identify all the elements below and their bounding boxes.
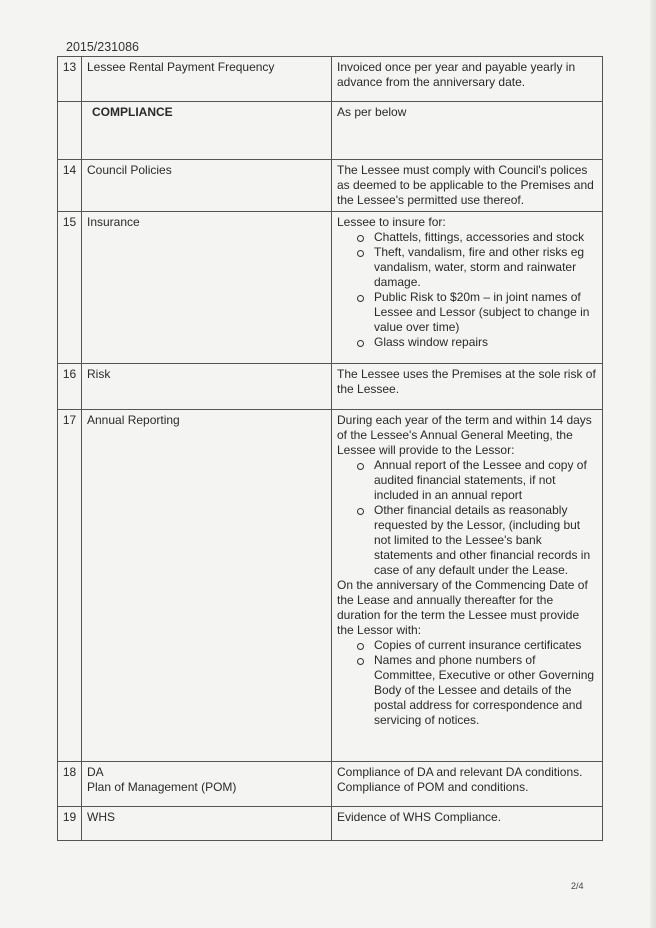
list-item [357, 458, 597, 503]
row-item [82, 160, 332, 212]
table-row [58, 762, 603, 807]
bullet-list [337, 230, 597, 350]
row-description-text: On the anniversary of the Commencing Date of the Lease and annually thereafter for the duration for the term the Lessee must provide the Lessor with: [337, 578, 588, 637]
row-description [332, 364, 603, 410]
list-item-text: Public Risk to $20m – in joint names of Lessee and Lessor (subject to change in value over time) [374, 290, 590, 334]
list-item [357, 230, 597, 245]
row-number: 16 [58, 364, 82, 410]
circle-bullet-icon [357, 508, 364, 515]
lease-terms-table [57, 56, 603, 841]
row-item [82, 807, 332, 841]
table-row [58, 212, 603, 364]
row-description [332, 160, 603, 212]
row-description-text: The Lessee must comply with Council's polices as deemed to be applicable to the Premises and the Lessee's permitted use thereof. [337, 163, 594, 207]
list-item [357, 653, 597, 728]
list-item-text: Annual report of the Lessee and copy of audited financial statements, if not included in an annual report [374, 458, 587, 502]
scan-edge-shadow [650, 0, 656, 928]
page-number: 2/4 [571, 881, 584, 891]
table-row [58, 410, 603, 762]
row-item-label: DA [87, 765, 104, 779]
circle-bullet-icon [357, 340, 364, 347]
list-item-text: Names and phone numbers of Committee, Executive or other Governing Body of the Lessee and details of the postal address for correspondence and servicing of notices. [374, 653, 595, 727]
row-number: 17 [58, 410, 82, 762]
circle-bullet-icon [357, 295, 364, 302]
list-item-text: Copies of current insurance certificates [374, 638, 582, 652]
list-item [357, 503, 597, 578]
list-item [357, 638, 597, 653]
row-description [332, 410, 603, 762]
table-row [58, 57, 603, 102]
circle-bullet-icon [357, 250, 364, 257]
table-row [58, 364, 603, 410]
section-heading-compliance: COMPLIANCE [92, 105, 173, 119]
list-item-text: Other financial details as reasonably requested by the Lessor, (including but not limited to the Lessee's bank statements and other financial records in case of any default under the Lease. [374, 503, 591, 577]
circle-bullet-icon [357, 235, 364, 242]
circle-bullet-icon [357, 463, 364, 470]
row-description-text: As per below [337, 105, 407, 119]
row-description [332, 57, 603, 102]
row-description [332, 212, 603, 364]
list-item [357, 290, 597, 335]
row-item-label: Annual Reporting [87, 413, 180, 427]
row-item [82, 410, 332, 762]
row-number: 19 [58, 807, 82, 841]
row-number: 18 [58, 762, 82, 807]
row-item-label: WHS [87, 810, 115, 824]
row-item-label: Insurance [87, 215, 140, 229]
row-item-label: Council Policies [87, 163, 172, 177]
row-number: 13 [58, 57, 82, 102]
row-description [332, 807, 603, 841]
row-description-text: The Lessee uses the Premises at the sole risk of the Lessee. [337, 367, 596, 396]
row-description [332, 762, 603, 807]
table-row [58, 807, 603, 841]
bullet-list [337, 638, 597, 728]
list-item-text: Chattels, fittings, accessories and stock [374, 230, 585, 244]
table-row [58, 160, 603, 212]
row-item-label: Risk [87, 367, 111, 381]
row-number: 15 [58, 212, 82, 364]
list-item-text: Theft, vandalism, fire and other risks eg vandalism, water, storm and rainwater damage. [374, 245, 585, 289]
row-item-label: Lessee Rental Payment Frequency [87, 60, 275, 74]
row-item [82, 364, 332, 410]
document-reference: 2015/231086 [66, 40, 139, 54]
row-item [82, 212, 332, 364]
row-item [82, 762, 332, 807]
list-item-text: Glass window repairs [374, 335, 489, 349]
bullet-list [337, 458, 597, 578]
list-item [357, 335, 597, 350]
row-description-text: During each year of the term and within 14 days of the Lessee's Annual General Meeting, the Lessee will provide to the Lessor: [337, 413, 592, 457]
circle-bullet-icon [357, 643, 364, 650]
row-description-text: Evidence of WHS Compliance. [337, 810, 502, 824]
list-item [357, 245, 597, 290]
circle-bullet-icon [357, 658, 364, 665]
table-row [58, 102, 603, 160]
row-description-text: Invoiced once per year and payable yearly in advance from the anniversary date. [337, 60, 576, 89]
row-description-text: Compliance of DA and relevant DA conditions. [337, 765, 583, 779]
row-item [82, 102, 332, 160]
row-item [82, 57, 332, 102]
row-item-label: Plan of Management (POM) [87, 780, 237, 794]
row-description-text: Compliance of POM and conditions. [337, 780, 529, 794]
row-description [332, 102, 603, 160]
row-number [58, 102, 82, 160]
row-description-text: Lessee to insure for: [337, 215, 446, 229]
row-number: 14 [58, 160, 82, 212]
